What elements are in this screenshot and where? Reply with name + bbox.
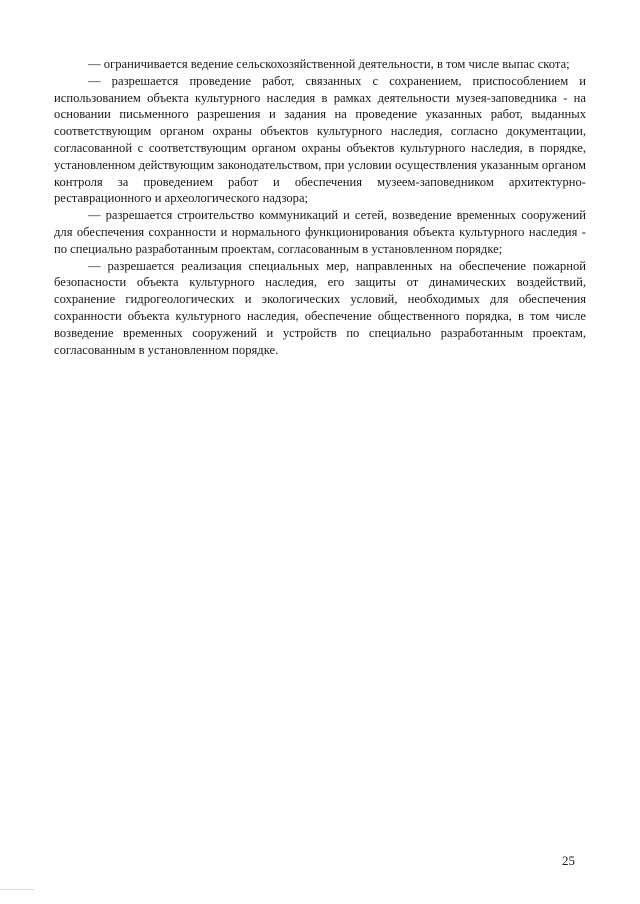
document-body xyxy=(54,56,586,358)
scan-edge-mark xyxy=(0,889,34,890)
paragraph-utilities-construction: — разрешается строительство коммуникаций и сетей, возведение временных сооружений для обеспечения сохранности и нормального функционирования объекта культурного наследия - по специально разработанным проектам, согласованным в установленном порядке; xyxy=(54,208,586,256)
paragraph-preservation-works: — разрешается проведение работ, связанных с сохранением, приспособлением и использованием объекта культурного наследия в рамках деятельности музея-заповедника - на основании письменного разрешения и задания на проведение указанных работ, выданных соответствующим органом охраны объектов культурного наследия, согласно документации, согласованной с соответствующим органом охраны объектов культурного наследия, в порядке, установленном действующим законодательством, при условии осуществления указанным органом контроля за проведением работ и обеспечения музеем-заповедником архитектурно-реставрационного и археологического надзора; xyxy=(54,73,586,206)
page-number: 25 xyxy=(562,853,575,868)
paragraph-agriculture-restriction: — ограничивается ведение сельскохозяйственной деятельности, в том числе выпас скота; xyxy=(88,57,570,71)
paragraph-safety-measures: — разрешается реализация специальных мер, направленных на обеспечение пожарной безопасности объекта культурного наследия, его защиты от динамических воздействий, сохранение гидрогеологических и экологических условий, необходимых для обеспечения сохранности объекта культурного наследия, обеспечение общественного порядка, в том числе возведение временных сооружений и устройств по специально разработанным проектам, согласованным в установленном порядке. xyxy=(54,258,586,357)
